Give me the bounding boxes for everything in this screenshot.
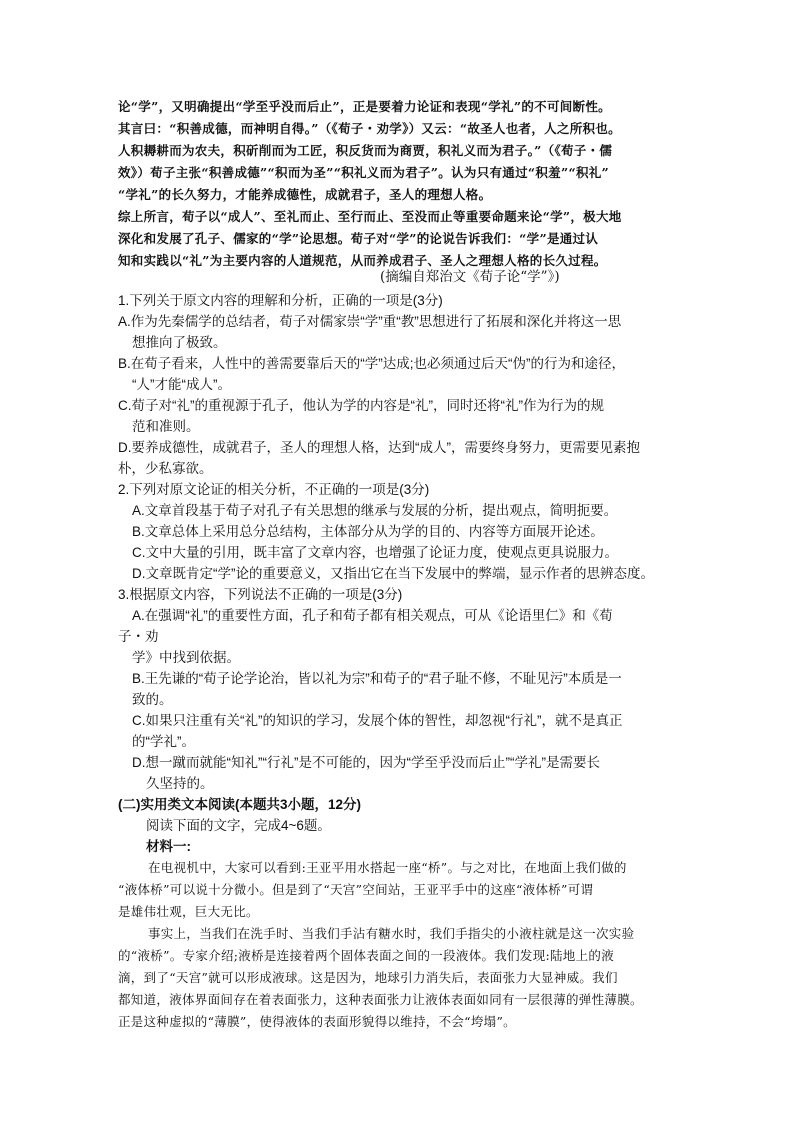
material-line: 都知道，液体界面间存在着表面张力，这种表面张力让液体表面如同有一层很薄的弹性薄膜。 bbox=[118, 992, 643, 1007]
question-2-option-d: D.文章既肯定“学”论的重要意义，又指出它在当下发展中的弊端，显示作者的思辨态度。 bbox=[132, 566, 654, 581]
question-1-option-c-cont: 范和准则。 bbox=[132, 419, 200, 434]
question-1-option-a: A.作为先秦儒学的总结者，荀子对儒家崇“学”重“教”思想进行了拓展和深化并将这一思 bbox=[118, 314, 622, 329]
question-3-option-a-cont2: 学》中找到依据。 bbox=[132, 650, 240, 665]
question-3-option-a-cont: 子・劝 bbox=[118, 629, 159, 644]
material-line: 事实上，当我们在洗手时、当我们手沾有糖水时，我们手指尖的小液柱就是这一次实验 bbox=[148, 926, 635, 941]
section-title: (二)实用类文本阅读(本题共3小题，12分) bbox=[118, 797, 362, 812]
passage-line: 深化和发展了孔子、儒家的“学”论思想。荀子对“学”的论说告诉我们：“学”是通过认 bbox=[118, 231, 599, 246]
question-3-option-d-cont: 久坚持的。 bbox=[146, 776, 214, 791]
question-2-option-a: A.文章首段基于荀子对孔子有关思想的继承与发展的分析，提出观点，简明扼要。 bbox=[132, 503, 618, 518]
material-line: 是雄伟壮观，巨大无比。 bbox=[118, 904, 259, 919]
material-line: “液体桥”可以说十分微小。但是到了“天宫”空间站，王亚平手中的这座“液体桥”可谓 bbox=[118, 882, 594, 897]
question-2-option-b: B.文章总体上采用总分总结构，主体部分从为学的目的、内容等方面展开论述。 bbox=[132, 524, 604, 539]
passage-line: 人积耨耕而为农夫，积斫削而为工匠，积反货而为商贾，积礼义而为君子。”（《荀子・儒 bbox=[118, 143, 613, 158]
question-3-option-b: B.王先谦的“荀子论学论治，皆以礼为宗”和荀子的“君子耻不修，不耻见污”本质是一 bbox=[132, 671, 622, 686]
passage-line: 其言曰：“积善成德，而神明自得。”（《荀子・劝学》）又云：“故圣人也者，人之所积也。 bbox=[118, 121, 621, 136]
question-3-stem: 3.根据原文内容，下列说法不正确的一项是(3分) bbox=[118, 587, 403, 602]
question-3-option-c: C.如果只注重有关“礼”的知识的学习，发展个体的智性，却忽视“行礼”，就不是真正 bbox=[132, 713, 623, 728]
material-line: 在电视机中，大家可以看到:王亚平用水搭起一座“桥”。与之对比，在地面上我们做的 bbox=[148, 860, 627, 875]
material-label: 材料一: bbox=[146, 839, 191, 854]
question-1-option-d-cont: 朴，少私寡欲。 bbox=[118, 461, 213, 476]
question-3-option-d: D.想一蹴而就能“知礼”“行礼”是不可能的，因为“学至乎没而后止”“学礼”是需要长 bbox=[132, 755, 600, 770]
material-line: 的“液桥”。专家介绍;液桥是连接着两个固体表面之间的一段液体。我们发现:陆地上的液 bbox=[118, 948, 615, 963]
passage-line: “学礼”的长久努力，才能养成德性，成就君子，圣人的理想人格。 bbox=[118, 187, 492, 202]
passage-line: 知和实践以“礼”为主要内容的人道规范，从而养成君子、圣人之理想人格的长久过程。 bbox=[118, 253, 607, 268]
question-1-option-c: C.荀子对“礼”的重视源于孔子，他认为学的内容是“礼”，同时还将“礼”作为行为的规 bbox=[118, 398, 604, 413]
question-3-option-a: A.在强调“礼”的重要性方面，孔子和荀子都有相关观点，可从《论语里仁》和《荀 bbox=[132, 608, 613, 623]
passage-line: 论“学”，又明确提出“学至乎没而后止”，正是要着力论证和表现“学礼”的不可间断性。 bbox=[118, 99, 611, 114]
passage-line: 综上所言，荀子以“成人”、至礼而止、至行而止、至没而止等重要命题来论“学”，极大地 bbox=[118, 209, 622, 224]
question-1-stem: 1.下列关于原文内容的理解和分析，正确的一项是(3分) bbox=[118, 293, 443, 308]
material-line: 正是这种虚拟的“薄膜”，使得液体的表面形貌得以维持，不会“垮塌”。 bbox=[118, 1014, 516, 1029]
material-line: 滴，到了“天宫”就可以形成液球。这是因为，地球引力消失后，表面张力大显神威。我们 bbox=[118, 970, 618, 985]
source-citation: (摘编自郑治文《荀子论“学”》) bbox=[380, 269, 560, 285]
section-instruction: 阅读下面的文字，完成4~6题。 bbox=[146, 818, 331, 833]
question-1-option-b-cont: “人”才能“成人”。 bbox=[132, 377, 231, 392]
question-2-stem: 2.下列对原文论证的相关分析，不正确的一项是(3分) bbox=[118, 482, 430, 497]
question-1-option-d: D.要养成德性，成就君子，圣人的理想人格，达到“成人”，需要终身努力，更需要见素抱 bbox=[118, 440, 640, 455]
passage-line: 效》）荀子主张“积善成德”“积而为圣”“积礼义而为君子”。认为只有通过“积羞”“积礼” bbox=[118, 165, 610, 180]
question-3-option-c-cont: 的“学礼”。 bbox=[132, 734, 195, 749]
question-2-option-c: C.文中大量的引用，既丰富了文章内容，也增强了论证力度，使观点更具说服力。 bbox=[132, 545, 618, 560]
question-1-option-a-cont: 想推向了极致。 bbox=[132, 335, 227, 350]
question-1-option-b: B.在荀子看来，人性中的善需要靠后天的“学”达成;也必须通过后天“伪”的行为和途径， bbox=[118, 356, 625, 371]
question-3-option-b-cont: 致的。 bbox=[132, 692, 173, 707]
